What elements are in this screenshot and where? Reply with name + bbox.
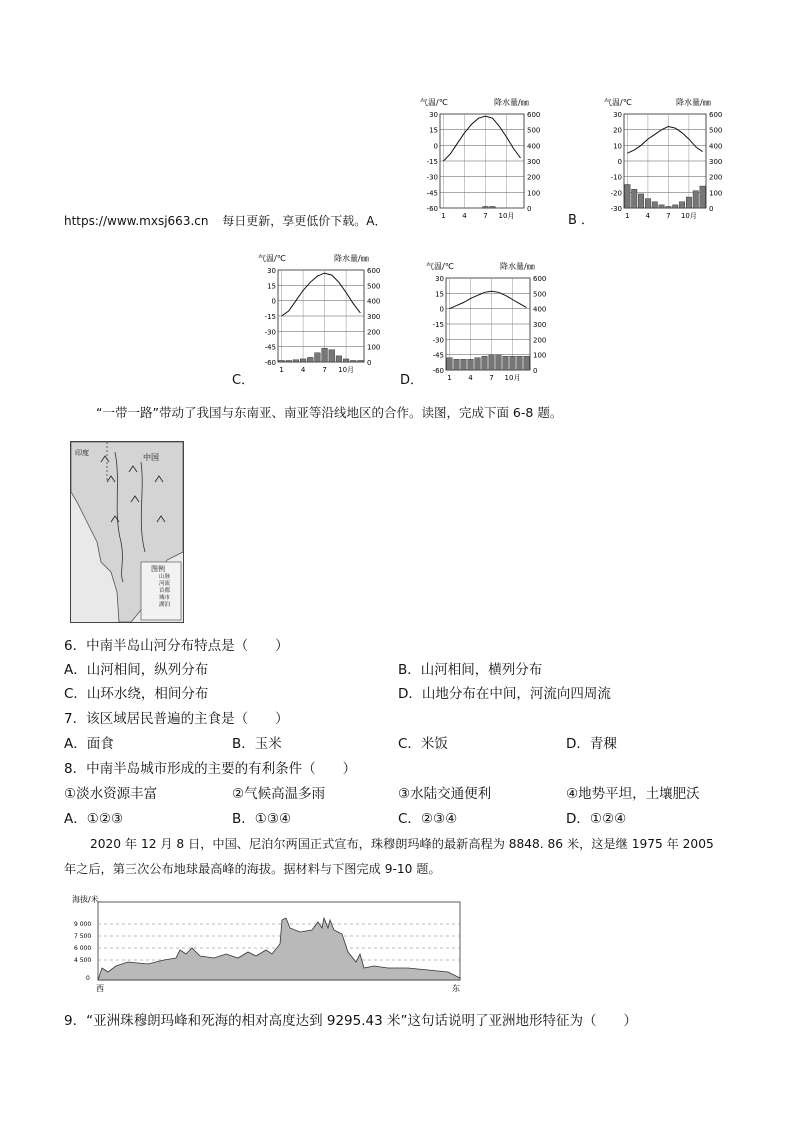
precip-tick: 400 xyxy=(527,142,541,151)
precip-bar xyxy=(475,358,481,370)
q8-statement-3: ③水陆交通便利 xyxy=(398,786,492,802)
precip-bar xyxy=(700,186,705,208)
precip-bar xyxy=(666,206,671,208)
precip-tick: 100 xyxy=(709,189,723,198)
profile-tick: 7 500 xyxy=(74,933,92,940)
precip-tick: 0 xyxy=(367,359,372,367)
profile-tick: 6 000 xyxy=(74,945,92,952)
precip-bar xyxy=(503,356,509,370)
temp-tick: 0 xyxy=(617,158,622,166)
question-6-stem: 6．中南半岛山河分布特点是（ ） xyxy=(64,638,289,654)
precip-bar xyxy=(679,202,684,208)
map-label-india: 印度 xyxy=(75,449,89,457)
temp-tick: 30 xyxy=(267,267,276,275)
temp-tick: -15 xyxy=(426,158,438,166)
temperature-line xyxy=(444,116,521,161)
precip-tick: 600 xyxy=(367,267,381,275)
precip-bar xyxy=(343,359,349,362)
precip-tick: 100 xyxy=(527,189,541,198)
q8-option-b[interactable]: B．①③④ xyxy=(232,811,292,827)
q8-statement-1: ①淡水资源丰富 xyxy=(64,786,158,802)
q8-option-a[interactable]: A．①②③ xyxy=(64,811,124,827)
precip-tick: 200 xyxy=(709,173,723,182)
precip-tick: 300 xyxy=(709,158,723,166)
q6-option-c[interactable]: C．山环水绕，相间分布 xyxy=(64,686,209,702)
precip-bar xyxy=(632,189,637,208)
map-legend-items xyxy=(159,574,170,609)
temp-axis-label: 气温/℃ xyxy=(420,98,448,107)
precip-bar xyxy=(496,355,502,370)
temp-tick: 30 xyxy=(429,111,438,119)
legend-city: 城市 xyxy=(159,595,171,601)
temp-tick: 15 xyxy=(429,126,438,135)
precip-tick: 300 xyxy=(527,158,541,166)
precip-axis-label: 降水量/㎜ xyxy=(334,254,369,263)
q8-statement-2: ②气候高温多雨 xyxy=(232,786,326,802)
question-9-stem: 9．“亚洲珠穆朗玛峰和死海的相对高度达到 9295.43 米”这句话说明了亚洲地形特征为（ ） xyxy=(64,1013,637,1029)
temp-axis-label: 气温/℃ xyxy=(258,254,286,263)
precip-bar xyxy=(468,359,474,370)
temp-axis-label: 气温/℃ xyxy=(426,262,454,271)
precip-tick: 300 xyxy=(533,321,547,329)
precip-bar xyxy=(461,359,467,370)
q8-statement-4: ④地势平坦，土壤肥沃 xyxy=(566,786,700,802)
precip-bar xyxy=(686,197,691,208)
precip-bar xyxy=(673,205,678,208)
precip-axis-label: 降水量/㎜ xyxy=(494,98,529,107)
profile-east-label: 东 xyxy=(452,984,460,992)
temp-tick: -30 xyxy=(426,173,438,182)
temperature-line xyxy=(450,291,527,308)
month-tick: 1 xyxy=(441,212,446,220)
precip-bar xyxy=(322,348,328,362)
precip-bar xyxy=(350,360,356,362)
precip-tick: 100 xyxy=(367,343,381,352)
precip-tick: 200 xyxy=(367,328,381,337)
temp-tick: 0 xyxy=(439,305,444,314)
temp-tick: -15 xyxy=(264,313,276,321)
precip-bar xyxy=(489,355,495,370)
precip-bar xyxy=(659,205,664,208)
temp-tick: -15 xyxy=(432,321,444,329)
legend-capital: 首都 xyxy=(159,588,171,594)
precip-tick: 0 xyxy=(533,367,538,375)
asia-terrain-profile xyxy=(68,892,464,992)
climate-chart-d xyxy=(424,260,556,384)
precip-tick: 200 xyxy=(527,173,541,182)
precip-bar xyxy=(483,206,489,208)
precip-bar xyxy=(447,358,453,370)
legend-lake: 湖泊 xyxy=(159,602,171,608)
legend-river: 河流 xyxy=(159,581,171,587)
temp-tick: -20 xyxy=(610,189,622,198)
month-tick: 7 xyxy=(489,374,494,382)
temp-tick: 10 xyxy=(613,142,622,151)
precip-bar xyxy=(693,191,698,208)
intro-9-10-line2: 年之后，第三次公布地球最高峰的海拔。据材料与下图完成 9-10 题。 xyxy=(64,862,441,876)
precip-bar xyxy=(315,353,321,362)
precip-bar xyxy=(524,356,530,370)
q8-option-d[interactable]: D．①②④ xyxy=(566,811,627,827)
temp-tick: -60 xyxy=(426,205,438,213)
question-8-stem: 8．中南半岛城市形成的主要的有利条件（ ） xyxy=(64,761,357,777)
temp-tick: 15 xyxy=(435,290,444,299)
q6-option-a[interactable]: A．山河相间，纵列分布 xyxy=(64,662,209,678)
precip-bar xyxy=(517,356,523,370)
precip-tick: 200 xyxy=(533,336,547,345)
temp-tick: 0 xyxy=(433,142,438,151)
month-tick: 1 xyxy=(447,374,452,382)
temp-tick: -45 xyxy=(432,351,444,360)
climate-chart-c xyxy=(256,252,390,376)
precip-tick: 600 xyxy=(533,275,547,283)
temp-tick: 30 xyxy=(435,275,444,283)
month-tick: 7 xyxy=(322,366,327,374)
intro-9-10-line1: 2020 年 12 月 8 日，中国、尼泊尔两国正式宣布，珠穆朗玛峰的最新高程为 8848. 86 米，这是继 1975 年 2005 xyxy=(90,837,714,851)
climate-chart-a xyxy=(418,96,550,222)
legend-mountain: 山脉 xyxy=(159,574,171,580)
intro-questions-6-8: “一带一路”带动了我国与东南亚、南亚等沿线地区的合作。读图，完成下面 6-8 题。 xyxy=(96,405,563,420)
profile-tick: 4 500 xyxy=(74,957,92,964)
precip-tick: 500 xyxy=(709,126,723,135)
map-label-china: 中国 xyxy=(143,453,159,462)
q7-option-c[interactable]: C．米饭 xyxy=(398,736,448,752)
month-tick: 7 xyxy=(666,212,671,220)
precip-bar xyxy=(300,359,306,362)
update-note: 每日更新，享更低价下载。A． xyxy=(222,214,387,228)
precip-bar xyxy=(279,360,285,362)
q6-option-b[interactable]: B．山河相间，横列分布 xyxy=(398,662,543,678)
temp-tick: -30 xyxy=(264,328,276,337)
precip-bar xyxy=(286,360,292,362)
profile-tick: 9 000 xyxy=(74,921,92,928)
temperature-line xyxy=(282,273,361,316)
temp-tick: -45 xyxy=(426,189,438,198)
temperature-line xyxy=(627,127,702,154)
precip-tick: 500 xyxy=(367,282,381,291)
precip-bar xyxy=(490,206,496,208)
precip-tick: 500 xyxy=(527,126,541,135)
precip-tick: 500 xyxy=(533,290,547,299)
profile-ylabel: 海拔/米 xyxy=(72,895,99,904)
temp-tick: -30 xyxy=(610,205,622,213)
precip-bar xyxy=(307,357,313,362)
temp-tick: -30 xyxy=(432,336,444,345)
q7-option-b[interactable]: B．玉米 xyxy=(232,736,282,752)
option-d-label: D． xyxy=(400,373,424,388)
profile-tick: 0 xyxy=(86,975,90,982)
precip-tick: 400 xyxy=(367,297,381,306)
precip-axis-label: 降水量/㎜ xyxy=(500,262,535,271)
precip-bar xyxy=(645,199,650,208)
precip-bar xyxy=(510,356,516,370)
precip-tick: 0 xyxy=(709,205,714,213)
precip-tick: 300 xyxy=(367,313,381,321)
precip-bar xyxy=(358,360,364,362)
temp-tick: 15 xyxy=(267,282,276,291)
site-url[interactable]: https://www.mxsj663.cn xyxy=(64,214,209,228)
option-b-label: B ． xyxy=(568,213,595,228)
month-tick: 7 xyxy=(483,212,488,220)
month-tick: 10月 xyxy=(680,212,697,220)
month-tick: 4 xyxy=(300,366,306,374)
temp-tick: -60 xyxy=(432,367,444,375)
precip-bar xyxy=(329,350,335,362)
month-tick: 10月 xyxy=(504,374,521,382)
precip-bar xyxy=(454,359,460,370)
indochina-map xyxy=(70,441,184,623)
month-tick: 1 xyxy=(625,212,630,220)
temp-tick: -10 xyxy=(610,173,622,182)
month-tick: 1 xyxy=(279,366,284,374)
question-7-stem: 7．该区域居民普遍的主食是（ ） xyxy=(64,711,289,727)
precip-tick: 400 xyxy=(533,305,547,314)
precip-bar xyxy=(336,356,342,362)
precip-tick: 600 xyxy=(709,111,723,119)
map-legend-title: 图例 xyxy=(151,565,165,573)
profile-west-label: 西 xyxy=(96,984,104,992)
month-tick: 10月 xyxy=(338,366,355,374)
precip-tick: 100 xyxy=(533,351,547,360)
temp-tick: 30 xyxy=(613,111,622,119)
month-tick: 4 xyxy=(468,374,473,382)
option-c-label: C． xyxy=(232,373,255,388)
precip-bar xyxy=(652,202,657,208)
precip-bar xyxy=(482,356,488,370)
precip-tick: 600 xyxy=(527,111,541,119)
month-tick: 4 xyxy=(645,212,651,220)
temp-tick: -45 xyxy=(264,343,276,352)
month-tick: 10月 xyxy=(498,212,515,220)
precip-tick: 400 xyxy=(709,142,723,151)
q6-option-d[interactable]: D．山地分布在中间，河流向四周流 xyxy=(398,686,611,702)
temp-axis-label: 气温/℃ xyxy=(604,98,632,107)
q8-option-c[interactable]: C．②③④ xyxy=(398,811,458,827)
temp-tick: 0 xyxy=(271,297,276,306)
temp-tick: 20 xyxy=(613,126,622,135)
q7-option-d[interactable]: D．青稞 xyxy=(566,736,617,752)
q7-option-a[interactable]: A．面食 xyxy=(64,736,114,752)
precip-axis-label: 降水量/㎜ xyxy=(676,98,711,107)
header-url-line xyxy=(64,212,387,230)
month-tick: 4 xyxy=(462,212,467,220)
precip-bar xyxy=(293,360,299,362)
precip-tick: 0 xyxy=(527,205,532,213)
temp-tick: -60 xyxy=(264,359,276,367)
climate-chart-b xyxy=(602,96,732,222)
precip-bar xyxy=(625,185,630,209)
precip-bar xyxy=(638,194,643,208)
